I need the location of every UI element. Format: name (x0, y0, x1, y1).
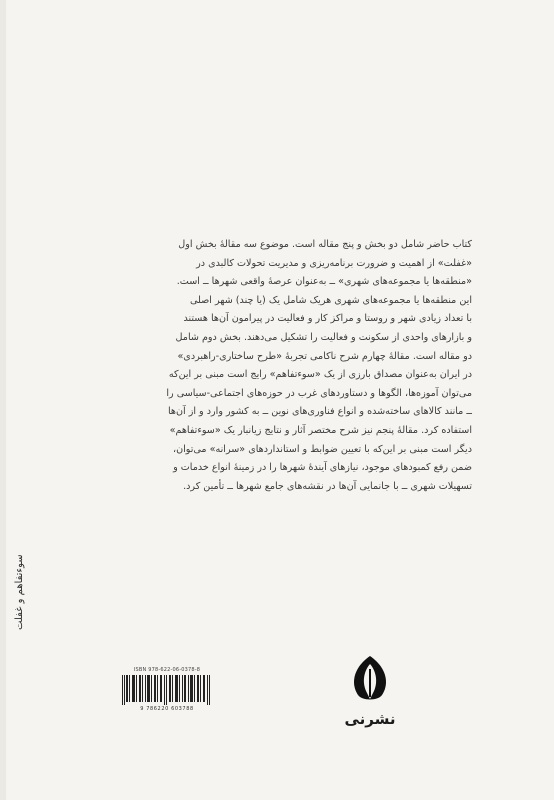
blurb-line: دو مقاله است. مقالهٔ چهارم شرح ناکامی تجربهٔ «طرح ساختاری-راهبردی» (177, 350, 472, 362)
barcode-number: 9 786220 603788 (140, 706, 194, 712)
publisher-name: نشرنی (344, 710, 396, 728)
blurb-line: «منطقه‌ها یا مجموعه‌های شهری» ــ به‌عنوان عرصهٔ واقعی شهرها ــ است. (176, 276, 472, 288)
back-cover-blurb (100, 236, 472, 496)
blurb-line: و بازارهای واحدی از سکونت و فعالیت را تشکیل می‌دهند. بخش دوم شامل (175, 331, 472, 343)
blurb-line: در ایران به‌عنوان مصداق بارزی از یک «سوءتفاهم» رایج است مبنی بر این‌که (168, 369, 472, 381)
blurb-line: می‌توان آموزه‌ها، الگوها و دستاوردهای غرب در حوزه‌های اجتماعی-سیاسی را (166, 387, 472, 399)
blurb-line: کتاب حاضر شامل دو بخش و پنج مقاله است. موضوع سه مقالهٔ بخش اول (178, 239, 472, 250)
spine-title: سوءتفاهم و غفلت (14, 554, 25, 630)
blurb-line: این منطقه‌ها یا مجموعه‌های شهری هریک شامل یک (یا چند) شهر اصلی (189, 294, 472, 306)
blurb-line: استفاده کرد. مقالهٔ پنجم نیز شرح مختصر آثار و نتایج زیانبار یک «سوءتفاهم» (169, 424, 472, 436)
isbn-barcode (118, 667, 216, 715)
blurb-line: ضمن رفع کمبودهای موجود، نیازهای آیندهٔ شهرها را در زمینهٔ انواع خدمات و (173, 462, 472, 474)
publisher-feather-logo-icon (348, 655, 392, 703)
isbn-label: ISBN 978-622-06-0378-8 (133, 667, 201, 673)
blurb-line: «غفلت» از اهمیت و ضرورت برنامه‌ریزی و مدیریت تحولات کالبدی در (196, 257, 472, 269)
spine-edge (0, 0, 6, 800)
blurb-line: ــ مانند کالاهای ساخته‌شده و انواع فناوری‌های نوین ــ به کشور وارد و از آن‌ها (167, 406, 472, 418)
blurb-line: دیگر است مبنی بر این‌که با تعیین ضوابط و استانداردهای «سرانه» می‌توان، (172, 443, 472, 455)
barcode-icon (122, 675, 212, 705)
blurb-line: تسهیلات شهری ــ با جانمایی آن‌ها در نقشه‌های جامع شهرها ــ تأمین کرد. (183, 480, 472, 492)
blurb-line: با تعداد زیادی شهر و روستا و مراکز کار و فعالیت در پیرامون آن‌ها هستند (183, 313, 472, 325)
